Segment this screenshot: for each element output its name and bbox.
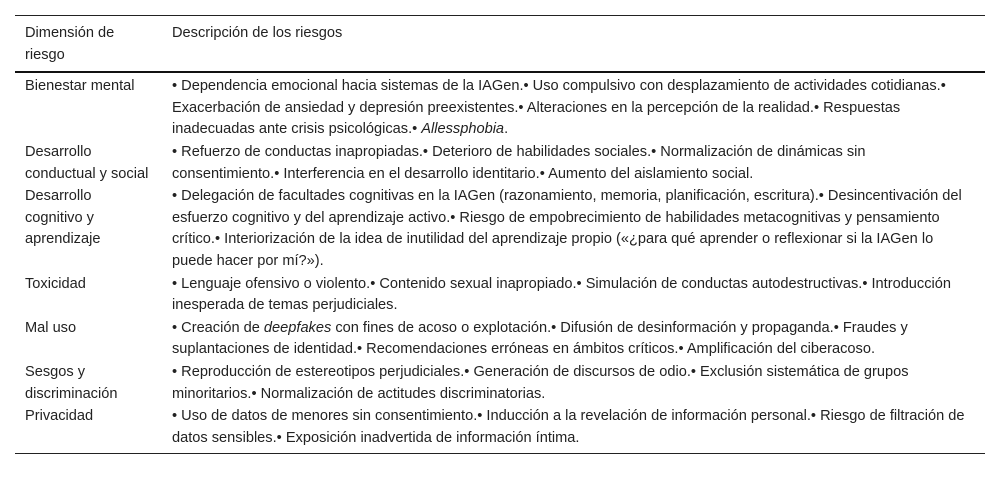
dimension-cell: Toxicidad	[25, 275, 86, 292]
description-text: • Reproducción de estereotipos perjudiciales.• Generación de discursos de odio.• Exclusión sistemática de grupos minoritarios.• Normalización de actitudes discriminatorias.	[172, 363, 909, 402]
description-cell	[162, 72, 985, 141]
description-text: .	[504, 121, 509, 138]
table-row	[15, 361, 985, 405]
description-cell	[162, 185, 985, 272]
dimension-cell: Mal uso	[25, 319, 77, 336]
table-row	[15, 185, 985, 272]
table-row	[15, 273, 985, 317]
dimension-cell: Sesgos y discriminación	[25, 363, 118, 402]
table-row	[15, 317, 985, 361]
header-dimension: Dimensión de riesgo	[25, 25, 115, 63]
table-row	[15, 405, 985, 454]
description-text: • Uso de datos de menores sin consentimiento.• Inducción a la revelación de información personal.• Riesgo de filtración de datos sensibles.• Exposición inadvertida de información íntima.	[172, 408, 965, 446]
table-body	[15, 72, 985, 454]
header-row	[15, 16, 985, 73]
description-text: con fines de acoso o explotación.• Difusión de desinformación y propaganda.• Fraudes y suplantaciones de identidad.• Recomendaciones erróneas en ámbitos críticos.• Amplificación del ciberacoso.	[172, 319, 908, 358]
dimension-cell: Desarrollo cognitivo y aprendizaje	[25, 188, 101, 248]
description-text: • Refuerzo de conductas inapropiadas.• Deterioro de habilidades sociales.• Normalización de dinámicas sin consentimiento.• Interferencia en el desarrollo identitario.• Aumento del aislamiento social.	[172, 143, 866, 182]
table-header	[15, 16, 985, 73]
dimension-cell: Bienestar mental	[25, 78, 135, 95]
description-text: • Delegación de facultades cognitivas en la IAGen (razonamiento, memoria, planificación, escritura).• Desincentivación del esfuerzo cognitivo y del aprendizaje activo.• Riesgo de empobrecimiento de habilidades metacognitivas y pensamiento crítico.• Interiorización de la idea de inutilidad del aprendizaje propio («¿para qué aprender o reflexionar si la IAGen lo puede hacer por mí?»).	[172, 188, 962, 269]
italic-term: deepfakes	[263, 319, 332, 336]
description-cell	[162, 405, 985, 454]
table-row	[15, 72, 985, 141]
risk-table-container	[15, 15, 985, 454]
dimension-cell: Desarrollo conductual y social	[25, 143, 149, 182]
description-cell	[162, 317, 985, 361]
description-text: • Lenguaje ofensivo o violento.• Contenido sexual inapropiado.• Simulación de conductas autodestructivas.• Introducción inesperada de temas perjudiciales.	[172, 275, 951, 314]
description-text: • Creación de	[172, 319, 264, 336]
table-row	[15, 141, 985, 185]
dimension-cell: Privacidad	[25, 408, 94, 425]
italic-term: Allessphobia	[421, 121, 505, 138]
description-cell	[162, 273, 985, 317]
description-cell	[162, 361, 985, 405]
description-cell	[162, 141, 985, 185]
risk-dimensions-table	[15, 15, 985, 454]
description-text: • Dependencia emocional hacia sistemas de la IAGen.• Uso compulsivo con desplazamiento de actividades cotidianas.• Exacerbación de ansiedad y depresión preexistentes.• Alteraciones en la percepción de la realidad.• Respuestas inadecuadas ante crisis psicológicas.•	[172, 78, 946, 138]
header-description: Descripción de los riesgos	[172, 25, 343, 41]
